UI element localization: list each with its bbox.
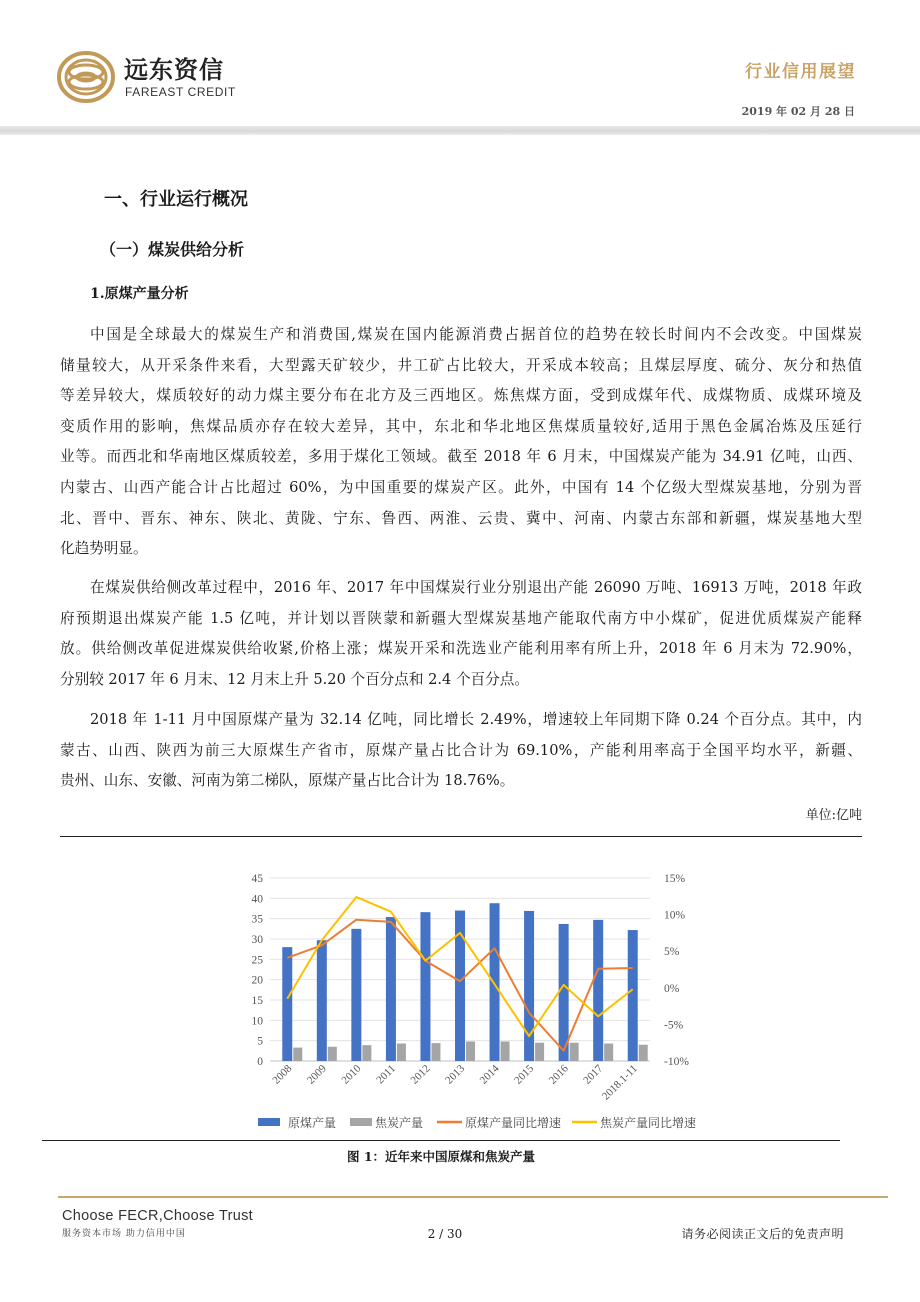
paragraph-line: 变质作用的影响，焦煤品质亦存在较大差异，其中，东北和华北地区焦煤质量较好,适用于黑色金属冶炼及压延行 xyxy=(60,417,862,435)
coke-bar xyxy=(397,1044,406,1061)
coke-bar xyxy=(466,1041,475,1061)
x-tick-label: 2008 xyxy=(270,1062,295,1087)
raw-coal-bar xyxy=(490,903,500,1061)
fareast-credit-logo-icon xyxy=(56,50,116,104)
paragraph-line: 北、晋中、晋东、神东、陕北、黄陇、宁东、鲁西、两淮、云贵、冀中、河南、内蒙古东部和新疆，煤炭基地大型 xyxy=(60,509,862,527)
footer-slogan: Choose FECR,Choose Trust xyxy=(62,1208,253,1224)
y-right-tick-label: 0% xyxy=(664,982,680,995)
y-right-tick-label: 15% xyxy=(664,873,686,885)
raw-coal-bar xyxy=(317,940,327,1061)
paragraph-line: 在煤炭供给侧改革过程中，2016 年、2017 年中国煤炭行业分别退出产能 26090 万吨、16913 万吨，2018 年政 xyxy=(90,579,862,596)
paragraph-line: 化趋势明显。 xyxy=(60,540,148,558)
paragraph-line: 放。供给侧改革促进煤炭供给收紧,价格上涨；煤炭开采和洗选业产能利用率有所上升，2018 年 6 月末为 72.90%， xyxy=(60,640,862,658)
coke-bar xyxy=(639,1045,648,1061)
legend-swatch xyxy=(258,1118,280,1126)
y-left-tick-label: 5 xyxy=(257,1035,263,1048)
raw-coal-bar xyxy=(524,911,534,1061)
topic-heading: 1.原煤产量分析 xyxy=(90,286,189,302)
x-tick-label: 2014 xyxy=(477,1062,502,1087)
figure-caption: 图 1：近年来中国原煤和焦炭产量 xyxy=(346,1149,536,1164)
paragraph-coal-overview xyxy=(60,320,862,565)
y-right-tick-label: 5% xyxy=(664,946,680,959)
paragraph-line: 等差异较大，煤质较好的动力煤主要分布在北方及三西地区。炼焦煤方面，受到成煤年代、成煤物质、成煤环境及 xyxy=(60,387,862,405)
paragraph-line: 中国是全球最大的煤炭生产和消费国,煤炭在国内能源消费占据首位的趋势在较长时间内不会改变。中国煤炭 xyxy=(90,326,862,343)
coke-bar xyxy=(328,1047,337,1061)
x-tick-label: 2011 xyxy=(374,1062,399,1087)
paragraph-supply-reform xyxy=(60,573,862,695)
coke-bar xyxy=(431,1043,440,1061)
coke-bar xyxy=(501,1041,510,1061)
y-right-tick-label: -5% xyxy=(664,1019,684,1032)
footer-disclaimer: 请务必阅读正文后的免责声明 xyxy=(681,1227,844,1241)
paragraph-line: 储量较大，从开采条件来看，大型露天矿较少，井工矿占比较大，开采成本较高；且煤层厚度、硫分、灰分和热值 xyxy=(60,356,862,374)
x-tick-label: 2010 xyxy=(339,1062,364,1087)
paragraph-line: 贵州、山东、安徽、河南为第二梯队，原煤产量占比合计为 18.76%。 xyxy=(60,772,515,790)
x-tick-label: 2013 xyxy=(443,1062,468,1087)
raw-coal-bar xyxy=(351,929,361,1061)
coke-bar xyxy=(362,1045,371,1061)
x-tick-label: 2015 xyxy=(512,1062,537,1087)
coal-coke-output-chart xyxy=(230,860,710,1136)
page-number: 2 / 30 xyxy=(427,1227,463,1241)
y-left-tick-label: 15 xyxy=(251,995,263,1007)
chart-bottom-rule xyxy=(42,1140,840,1141)
y-left-tick-label: 30 xyxy=(251,934,263,946)
legend-label: 焦炭产量 xyxy=(375,1116,424,1130)
footer-tagline: 服务资本市场 助力信用中国 xyxy=(62,1229,186,1239)
paragraph-line: 蒙古、山西、陕西为前三大原煤生产省市，原煤产量占比合计为 69.10%，产能利用率高于全国平均水平，新疆、 xyxy=(60,741,862,759)
y-left-tick-label: 20 xyxy=(251,974,263,987)
paragraph-line: 2018 年 1-11 月中国原煤产量为 32.14 亿吨，同比增长 2.49%，增速较上年同期下降 0.24 个百分点。其中，内 xyxy=(90,711,862,728)
coke-bar xyxy=(604,1044,613,1061)
raw-coal-bar xyxy=(386,917,396,1061)
header-divider-band xyxy=(0,126,920,135)
y-left-tick-label: 25 xyxy=(251,954,263,967)
raw-coal-bar xyxy=(593,920,603,1061)
paragraph-line: 内蒙古、山西产能合计占比超过 60%，为中国重要的煤炭产区。此外，中国有 14 个亿级大型煤炭基地，分别为晋 xyxy=(60,478,862,496)
y-left-tick-label: 40 xyxy=(251,893,263,906)
y-left-tick-label: 0 xyxy=(257,1056,263,1068)
chart-top-rule xyxy=(60,836,862,837)
raw-coal-bar xyxy=(628,930,638,1061)
raw-coal-bar xyxy=(282,947,292,1061)
x-tick-label: 2012 xyxy=(408,1062,433,1087)
y-right-tick-label: 10% xyxy=(664,909,686,922)
brand-name-en: FAREAST CREDIT xyxy=(125,85,236,99)
x-tick-label: 2009 xyxy=(304,1062,329,1087)
y-left-tick-label: 35 xyxy=(251,913,263,926)
paragraph-output-2018 xyxy=(60,705,862,797)
raw-coal-bar xyxy=(420,912,430,1061)
legend-label: 焦炭产量同比增速 xyxy=(600,1116,697,1130)
report-date: 2019 年 02 月 28 日 xyxy=(741,105,855,118)
x-tick-label: 2016 xyxy=(546,1062,571,1087)
legend-label: 原煤产量 xyxy=(288,1116,337,1130)
footer-gold-rule xyxy=(58,1196,888,1198)
y-right-tick-label: -10% xyxy=(664,1056,689,1068)
y-left-tick-label: 10 xyxy=(251,1015,263,1028)
y-left-tick-label: 45 xyxy=(251,873,263,885)
paragraph-line: 府预期退出煤炭产能 1.5 亿吨，并计划以晋陕蒙和新疆大型煤炭基地产能取代南方中小煤矿，促进优质煤炭产能释 xyxy=(60,609,862,627)
paragraph-line: 分别较 2017 年 6 月末、12 月末上升 5.20 个百分点和 2.4 个百分点。 xyxy=(60,670,529,688)
coke-bar xyxy=(293,1048,302,1061)
chart-unit-note: 单位:亿吨 xyxy=(805,808,862,823)
legend-label: 原煤产量同比增速 xyxy=(465,1116,562,1130)
x-tick-label: 2018.1-11 xyxy=(599,1062,640,1103)
subsection-heading: （一）煤炭供给分析 xyxy=(100,240,245,259)
section-heading: 一、行业运行概况 xyxy=(104,189,248,210)
brand-name-cn: 远东资信 xyxy=(124,56,224,84)
coke-bar xyxy=(570,1043,579,1061)
legend-swatch xyxy=(350,1118,372,1126)
coke-bar xyxy=(535,1043,544,1061)
paragraph-line: 业等。而西北和华南地区煤质较差，多用于煤化工领域。截至 2018 年 6 月末，中国煤炭产能为 34.91 亿吨，山西、 xyxy=(60,448,862,466)
report-type: 行业信用展望 xyxy=(745,62,856,82)
x-tick-label: 2017 xyxy=(581,1062,606,1087)
